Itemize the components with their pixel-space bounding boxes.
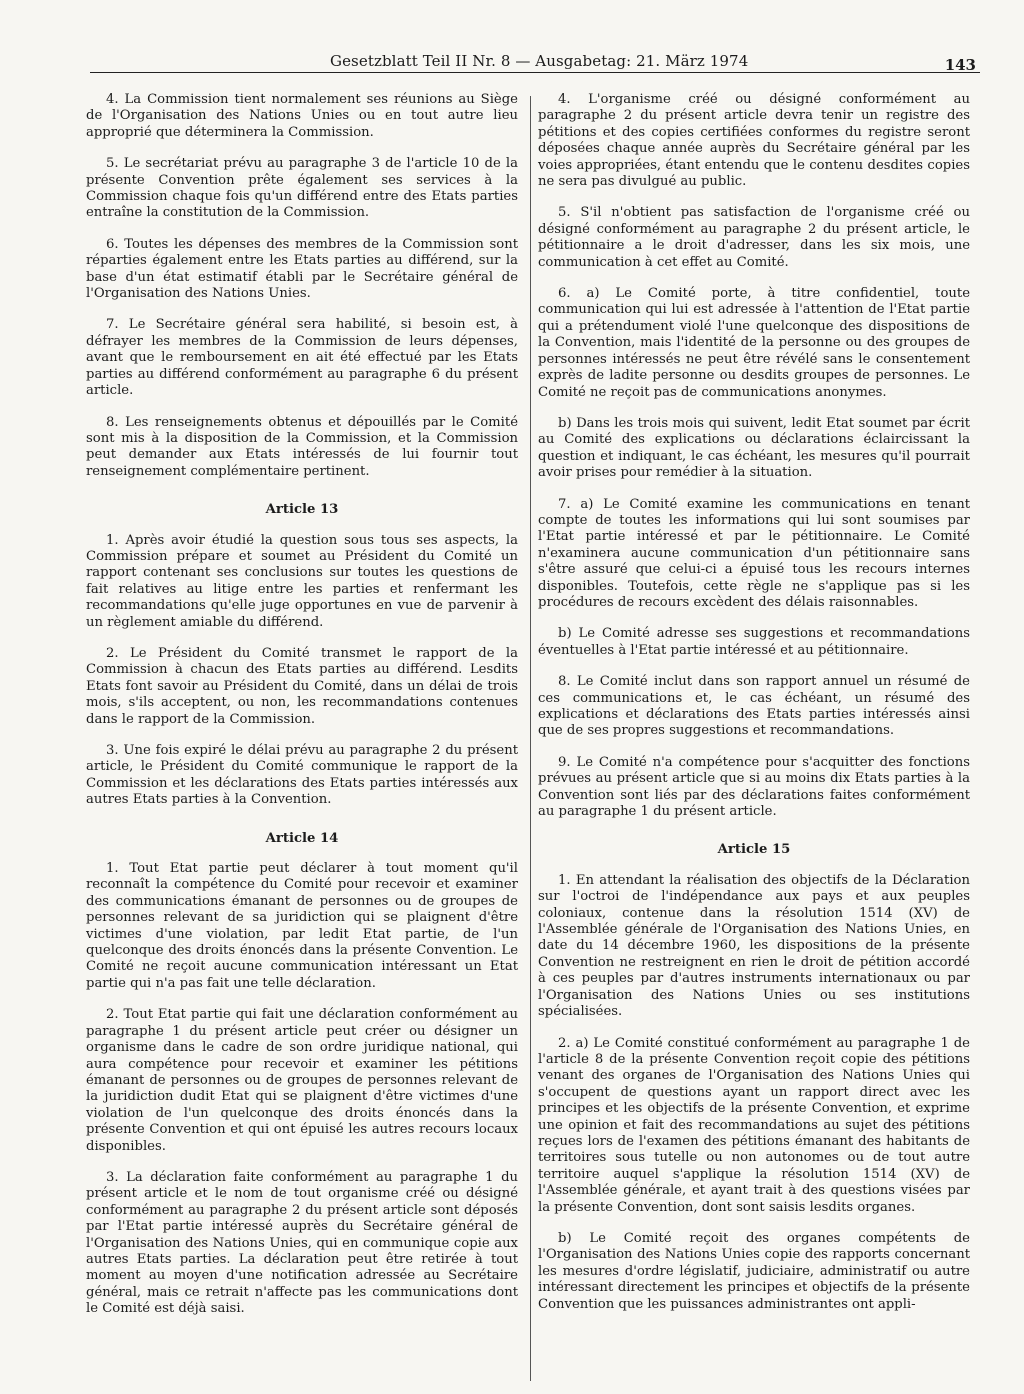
article-13-heading: Article 13 xyxy=(265,502,339,518)
article-15-heading: Article 15 xyxy=(717,842,791,858)
gazette-title: Gesetzblatt Teil II Nr. 8 — Ausgabetag: 21. März 1974 xyxy=(330,52,749,70)
article-14-heading: Article 14 xyxy=(265,830,339,846)
paragraph: 5. S'il n'obtient pas satisfaction de l'organisme créé ou désigné conformément au paragraphe 2 du présent article, le pétitionnaire a le droit d'adresser, dans les six mois, une communication à cet effet au Comité. xyxy=(538,205,970,270)
paragraph: 9. Le Comité n'a compétence pour s'acquitter des fonctions prévues au présent article que si au moins dix Etats parties à la Convention sont liés par des déclarations faites conformément au paragraphe 1 du présent article. xyxy=(538,754,970,820)
paragraph: 7. Le Secrétaire général sera habilité, si besoin est, à défrayer les membres de la Commission de leurs dépenses, avant que le remboursement en ait été effectué par les Etats parties au différend conformément au paragraphe 6 du présent article. xyxy=(86,317,518,399)
paragraph: b) Dans les trois mois qui suivent, ledit Etat soumet par écrit au Comité des explications ou déclarations éclaircissant la question et indiquant, le cas échéant, les mesures qu'il pourrait avoir prises pour remédier à la situation. xyxy=(538,415,970,481)
paragraph: b) Le Comité reçoit des organes compétents de l'Organisation des Nations Unies copie des rapports concernant les mesures d'ordre législatif, judiciaire, administratif ou autre intéressant directement les principes et objectifs de la présente Convention que les puissances administrantes ont appli- xyxy=(538,1230,970,1312)
paragraph: 3. La déclaration faite conformément au paragraphe 1 du présent article et le nom de tout organisme créé ou désigné conformément au paragraphe 2 du présent article sont déposés par l'Etat partie intéressé auprès du Secrétaire général de l'Organisation des Nations Unies, qui en communique copie aux autres Etats parties. La déclaration peut être retirée à tout moment au moyen d'une notification adressée au Secrétaire général, mais ce retrait n'affecte pas les communications dont le Comité est déjà saisi. xyxy=(86,1169,518,1317)
paragraph: 6. a) Le Comité porte, à titre confidentiel, toute communication qui lui est adressée à l'attention de l'Etat partie qui a prétendument violé l'une quelconque des dispositions de la Convention, mais l'identité de la personne ou des groupes de personnes intéressés ne peut être révélé sans le consentement exprès de ladite personne ou desdits groupes de personnes. Le Comité ne reçoit pas de communications anonymes. xyxy=(538,286,970,400)
paragraph: 1. Tout Etat partie peut déclarer à tout moment qu'il reconnaît la compétence du Comité pour recevoir et examiner des communications émanant de personnes ou de groupes de personnes relevant de sa juridiction qui se plaignent d'être victimes d'une violation, par ledit Etat partie, de l'un quelconque des droits énoncés dans la présente Convention. Le Comité ne reçoit aucune communication intéressant un Etat partie qui n'a pas fait une telle déclaration. xyxy=(86,861,518,991)
paragraph: 1. En attendant la réalisation des objectifs de la Déclaration sur l'octroi de l'indépendance aux pays et aux peuples coloniaux, contenue dans la résolution 1514 (XV) de l'Assemblée générale de l'Organisation des Nations Unies, en date du 14 décembre 1960, les dispositions de la présente Convention ne restreignent en rien le droit de pétition accordé à ces peuples par d'autres instruments internationaux ou par l'Organisation des Nations Unies ou ses institutions spécialisées. xyxy=(538,872,970,1020)
paragraph: 5. Le secrétariat prévu au paragraphe 3 de l'article 10 de la présente Convention prête également ses services à la Commission chaque fois qu'un différend entre des Etats parties entraîne la constitution de la Commission. xyxy=(86,156,518,221)
paragraph: 2. a) Le Comité constitué conformément au paragraphe 1 de l'article 8 de la présente Convention reçoit copie des pétitions venant des organes de l'Organisation des Nations Unies qui s'occupent de questions ayant un rapport direct avec les principes et les objectifs de la présente Convention, et exprime une opinion et fait des recommandations au sujet des pétitions reçues lors de l'examen des pétitions émanant des habitants de territoires sous tutelle ou non autonomes ou de tout autre territoire auquel s'applique la résolution 1514 (XV) de l'Assemblée générale, et ayant trait à des questions visées par la présente Convention, dont sont saisis lesdits organes. xyxy=(538,1035,970,1215)
page-number: 143 xyxy=(944,56,976,74)
paragraph: b) Le Comité adresse ses suggestions et recommandations éventuelles à l'Etat partie intéressé et au pétitionnaire. xyxy=(538,626,970,658)
paragraph: 3. Une fois expiré le délai prévu au paragraphe 2 du présent article, le Président du Comité communique le rapport de la Commission et les déclarations des Etats parties intéressés aux autres Etats parties à la Convention. xyxy=(86,743,518,808)
paragraph: 2. Tout Etat partie qui fait une déclaration conformément au paragraphe 1 du présent article peut créer ou désigner un organisme dans le cadre de son ordre juridique national, qui aura compétence pour recevoir et examiner les pétitions émanant de personnes ou de groupes de personnes relevant de la juridiction dudit Etat qui se plaignent d'être victimes d'une violation de l'un quelconque des droits énoncés dans la présente Convention et qui ont épuisé les autres recours locaux disponibles. xyxy=(86,1007,518,1154)
paragraph: 7. a) Le Comité examine les communications en tenant compte de toutes les informations qui lui sont soumises par l'Etat partie intéressé et par le pétitionnaire. Le Comité n'examinera aucune communication d'un pétitionnaire sans s'être assuré que celui-ci a épuisé tous les recours internes disponibles. Toutefois, cette règle ne s'applique pas si les procédures de recours excèdent des délais raisonnables. xyxy=(538,496,970,610)
right-column xyxy=(538,92,970,1328)
left-column xyxy=(86,92,518,1333)
paragraph: 4. L'organisme créé ou désigné conformément au paragraphe 2 du présent article devra tenir un registre des pétitions et des copies certifiées conformes du registre seront déposées chaque année auprès du Secrétaire général par les voies appropriées, étant entendu que le contenu desdites copies ne sera pas divulgué au public. xyxy=(538,92,970,190)
paragraph: 6. Toutes les dépenses des membres de la Commission sont réparties également entre les Etats parties au différend, sur la base d'un état estimatif établi par le Secrétaire général de l'Organisation des Nations Unies. xyxy=(86,236,518,302)
column-divider xyxy=(530,96,531,1381)
paragraph: 4. La Commission tient normalement ses réunions au Siège de l'Organisation des Nations Unies ou en tout autre lieu approprié que déterminera la Commission. xyxy=(86,92,518,140)
paragraph: 2. Le Président du Comité transmet le rapport de la Commission à chacun des Etats parties au différend. Lesdits Etats font savoir au Président du Comité, dans un délai de trois mois, s'ils acceptent, ou non, les recommandations contenues dans le rapport de la Commission. xyxy=(86,645,518,727)
header-divider xyxy=(90,72,980,73)
paragraph: 8. Les renseignements obtenus et dépouillés par le Comité sont mis à la disposition de la Commission, et la Commission peut demander aux Etats intéressés de lui fournir tout renseignement complémentaire pertinent. xyxy=(86,414,518,479)
paragraph: 8. Le Comité inclut dans son rapport annuel un résumé de ces communications et, le cas échéant, un résumé des explications et déclarations des Etats parties intéressés ainsi que de ses propres suggestions et recommandations. xyxy=(538,674,970,739)
paragraph: 1. Après avoir étudié la question sous tous ses aspects, la Commission prépare et soumet au Président du Comité un rapport contenant ses conclusions sur toutes les questions de fait relatives au litige entre les parties et renfermant les recommandations qu'elle juge opportunes en vue de parvenir à un règlement amiable du différend. xyxy=(86,532,518,630)
